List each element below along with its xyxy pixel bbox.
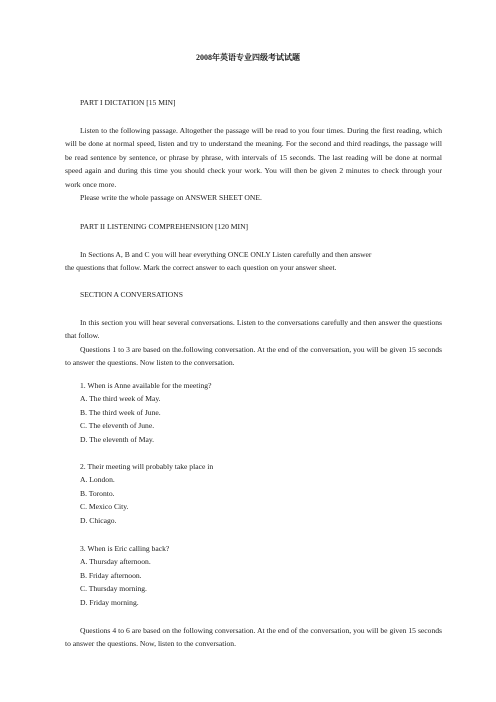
sectionA-paragraph-2: Questions 1 to 3 are based on the.following conversation. At the end of the conversation, you will be given 15 seconds to answer the questions. Now listen to the conversation.	[65, 344, 442, 368]
option-c: C. Mexico City.	[80, 502, 129, 512]
option-d: D. Friday morning.	[80, 597, 139, 607]
part1-body	[65, 124, 442, 204]
sectionA-body	[65, 316, 442, 370]
option-b: B. The third week of June.	[80, 407, 161, 417]
sectionA-paragraph-1: In this section you will hear several conversations. Listen to the conversations carefully and then answer the questions that follow.	[65, 318, 442, 341]
part2-body	[65, 248, 442, 275]
option-c: C. The eleventh of June.	[80, 421, 155, 431]
option-b: B. Friday afternoon.	[80, 570, 142, 580]
part2-line-2: the questions that follow. Mark the correct answer to each question on your answer sheet.	[65, 263, 337, 273]
option-d: D. The eleventh of May.	[80, 434, 155, 444]
option-a: A. Thursday afternoon.	[80, 557, 151, 567]
part2-heading: PART II LISTENING COMPREHENSION [120 MIN]	[80, 222, 249, 231]
question-1	[65, 379, 442, 446]
sectionA-heading-block	[65, 288, 442, 301]
option-b: B. Toronto.	[80, 488, 115, 498]
part2-line-1: In Sections A, B and C you will hear everything ONCE ONLY Listen carefully and then answer	[80, 250, 372, 259]
part2-heading-block	[65, 220, 442, 233]
sectionA-heading: SECTION A CONVERSATIONS	[80, 290, 183, 299]
question-3	[65, 542, 442, 609]
part1-block	[65, 96, 442, 109]
option-c: C. Thursday morning.	[80, 584, 147, 594]
part1-paragraph-2: Please write the whole passage on ANSWER SHEET ONE.	[80, 193, 262, 203]
option-a: A. The third week of May.	[80, 394, 161, 404]
part1-heading: PART I DICTATION [15 MIN]	[80, 98, 176, 107]
question-2	[65, 460, 442, 527]
part1-paragraph-1: Listen to the following passage. Altogether the passage will be read to you four times. During the first reading, which will be done at normal speed, listen and try to understand the meaning. For the second and third readings, the passage will be read sentence by sentence, or phrase by phrase, with intervals of 15 seconds. The last reading will be done at normal speed again and during this time you should check your work. You will then be given 2 minutes to check through your work once more.	[65, 126, 442, 189]
next-instruction-block	[65, 624, 442, 651]
question-stem: 2. Their meeting will probably take place in	[80, 462, 214, 471]
page-title: 2008年英语专业四级考试试题	[196, 53, 300, 62]
option-d: D. Chicago.	[80, 515, 117, 525]
next-instruction: Questions 4 to 6 are based on the following conversation. At the end of the conversation, you will be given 15 seconds to answer the questions. Now, listen to the conversation.	[65, 626, 442, 649]
option-a: A. London.	[80, 475, 115, 485]
question-stem: 1. When is Anne available for the meeting?	[80, 381, 212, 390]
question-stem: 3. When is Eric calling back?	[80, 544, 170, 553]
